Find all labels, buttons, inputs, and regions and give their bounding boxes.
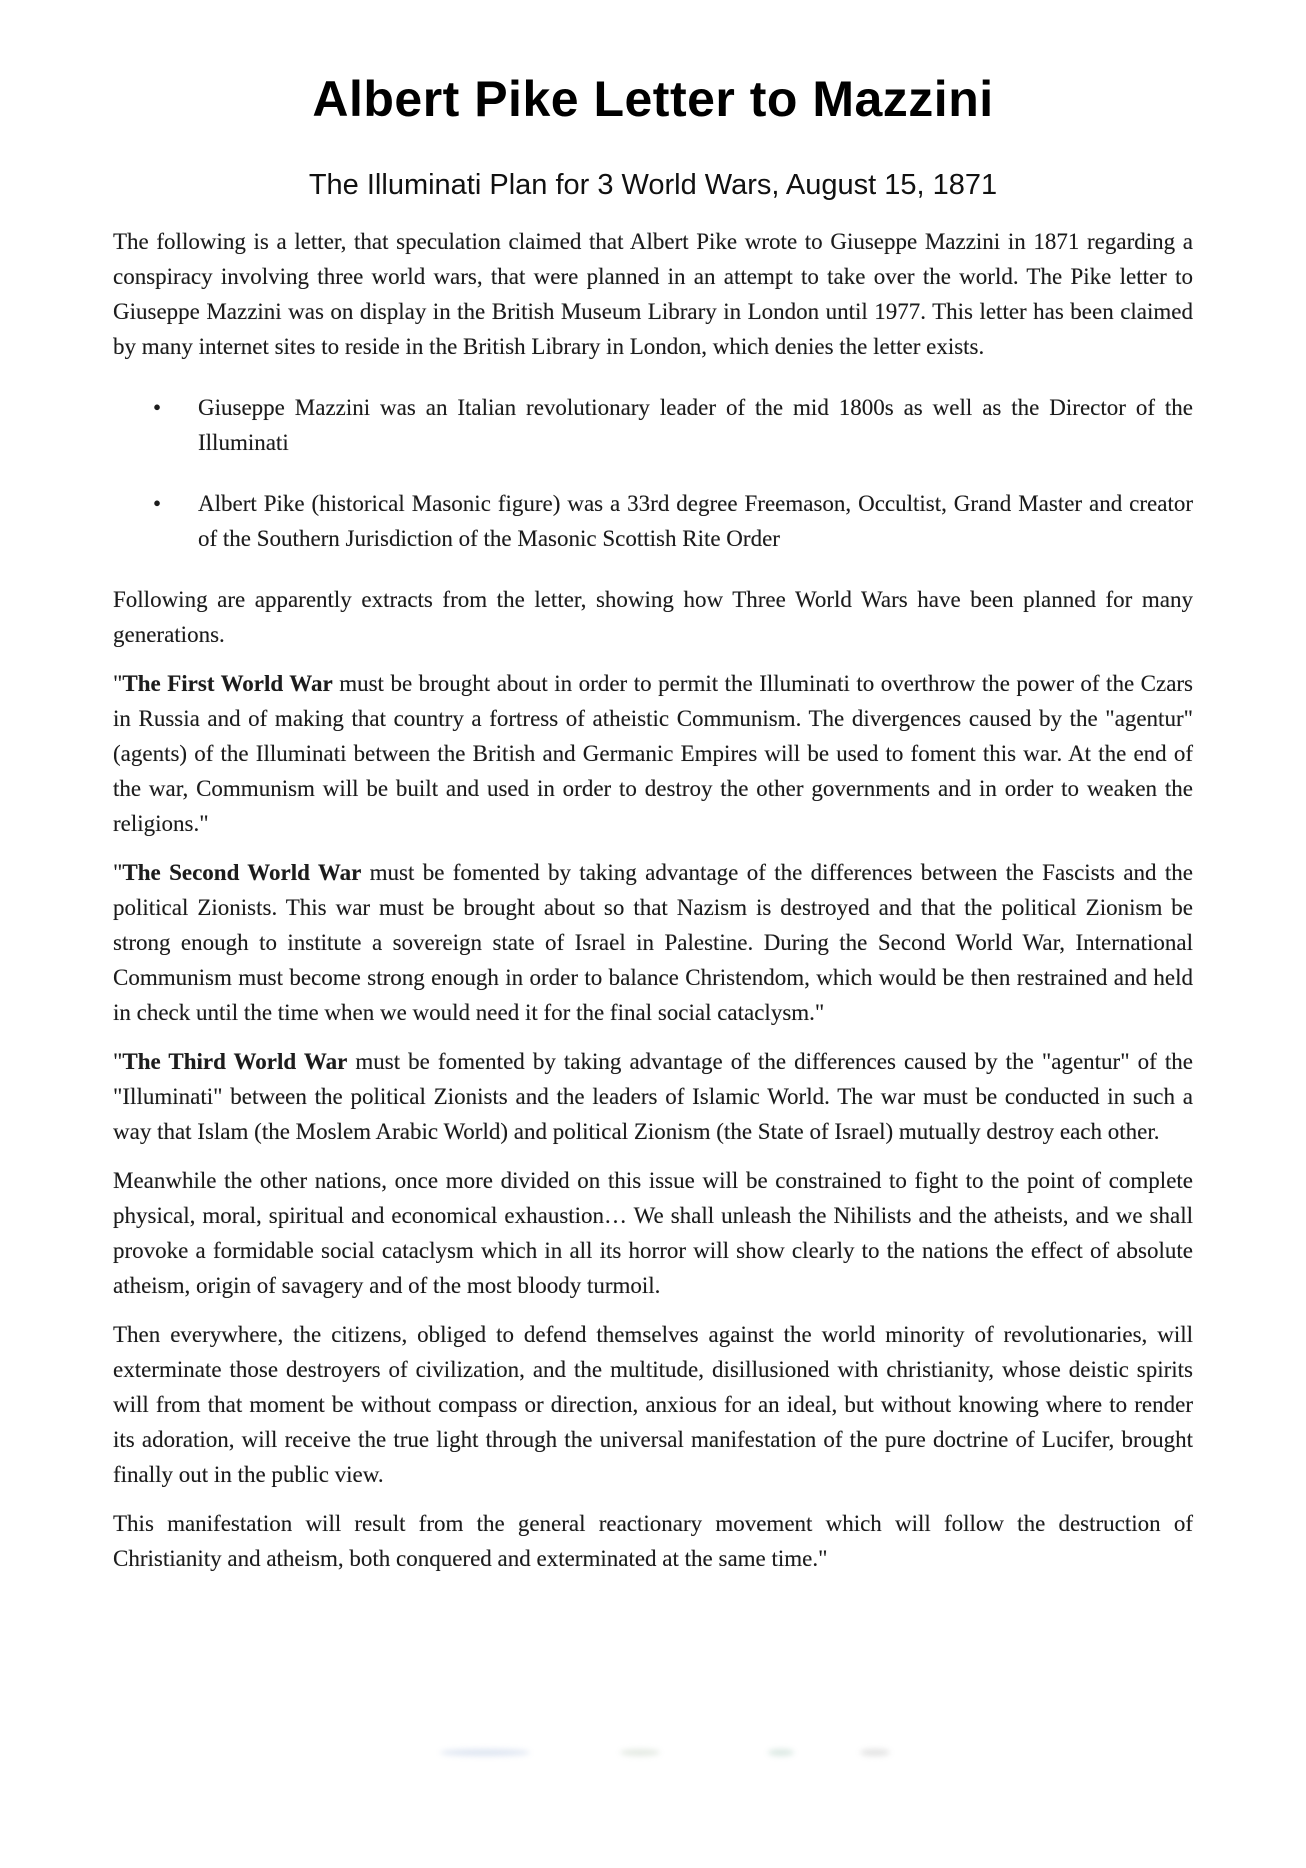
paragraph-text: must be fomented by taking advantage of the differences between the Fascists and the political Zionists. This war must be brought about so that Nazism is destroyed and that the political Zionism be strong enough to institute a sovereign state of Israel in Palestine. During the Second World War, International Communism must become strong enough in order to balance Christendom, which would be then restrained and held in check until the time when we would need it for the final social cataclysm." xyxy=(113,860,1193,1026)
second-world-war-paragraph xyxy=(113,855,1193,1030)
first-world-war-paragraph xyxy=(113,666,1193,841)
second-world-war-lead: The Second World War xyxy=(122,860,362,886)
scan-smudge-artifact xyxy=(768,1749,794,1756)
scan-artifact-band xyxy=(270,1746,1110,1760)
page-subtitle: The Illuminati Plan for 3 World Wars, August 15, 1871 xyxy=(308,169,998,201)
list-item-pike xyxy=(113,486,1193,556)
open-quote: " xyxy=(113,860,123,886)
scan-smudge-artifact xyxy=(860,1749,890,1756)
lead-in-paragraph: Following are apparently extracts from the letter, showing how Three World Wars have been planned for many generations. xyxy=(113,587,1193,648)
bullet-text: Albert Pike (historical Masonic figure) was a 33rd degree Freemason, Occultist, Grand Master and creator of the Southern Jurisdiction of the Masonic Scottish Rite Order xyxy=(198,491,1193,552)
then-everywhere-paragraph: Then everywhere, the citizens, obliged to defend themselves against the world minority of revolutionaries, will exterminate those destroyers of civilization, and the multitude, disillusioned with christianity, whose deistic spirits will from that moment be without compass or direction, anxious for an ideal, but without knowing where to render its adoration, will receive the true light through the universal manifestation of the pure doctrine of Lucifer, brought finally out in the public view. xyxy=(113,1322,1193,1488)
document-content xyxy=(0,70,1306,1576)
meanwhile-paragraph: Meanwhile the other nations, once more divided on this issue will be constrained to fight to the point of complete physical, moral, spiritual and economical exhaustion… We shall unleash the Nihilists and the atheists, and we shall provoke a formidable social cataclysm which in all its horror will show clearly to the nations the effect of absolute atheism, origin of savagery and of the most bloody turmoil. xyxy=(113,1168,1193,1299)
scan-smudge-artifact xyxy=(620,1749,660,1756)
intro-paragraph: The following is a letter, that speculation claimed that Albert Pike wrote to Giuseppe Mazzini in 1871 regarding a conspiracy involving three world wars, that were planned in an attempt to take over the world. The Pike letter to Giuseppe Mazzini was on display in the British Museum Library in London until 1977. This letter has been claimed by many internet sites to reside in the British Library in London, which denies the letter exists. xyxy=(113,229,1193,360)
first-world-war-lead: The First World War xyxy=(122,671,333,697)
paragraph-text: must be fomented by taking advantage of the differences caused by the "agentur" of the "Illuminati" between the political Zionists and the leaders of Islamic World. The war must be conducted in such a way that Islam (the Moslem Arabic World) and political Zionism (the State of Israel) mutually destroy each other. xyxy=(113,1049,1193,1145)
scan-smudge-artifact xyxy=(440,1749,530,1756)
bullet-text: Giuseppe Mazzini was an Italian revolutionary leader of the mid 1800s as well as the Director of the Illuminati xyxy=(198,395,1193,456)
closing-paragraph: This manifestation will result from the general reactionary movement which will follow the destruction of Christianity and atheism, both conquered and exterminated at the same time." xyxy=(113,1511,1193,1572)
third-world-war-lead: The Third World War xyxy=(122,1049,348,1075)
paragraph-text: must be brought about in order to permit the Illuminati to overthrow the power of the Czars in Russia and of making that country a fortress of atheistic Communism. The divergences caused by the "agentur" (agents) of the Illuminati between the British and Germanic Empires will be used to foment this war. At the end of the war, Communism will be built and used in order to destroy the other governments and in order to weaken the religions." xyxy=(113,671,1194,837)
bullet-list xyxy=(113,390,1193,556)
list-item-mazzini xyxy=(113,390,1193,460)
third-world-war-paragraph xyxy=(113,1044,1193,1149)
open-quote: " xyxy=(113,671,123,697)
page-title: Albert Pike Letter to Mazzini xyxy=(312,71,994,127)
open-quote: " xyxy=(113,1049,123,1075)
